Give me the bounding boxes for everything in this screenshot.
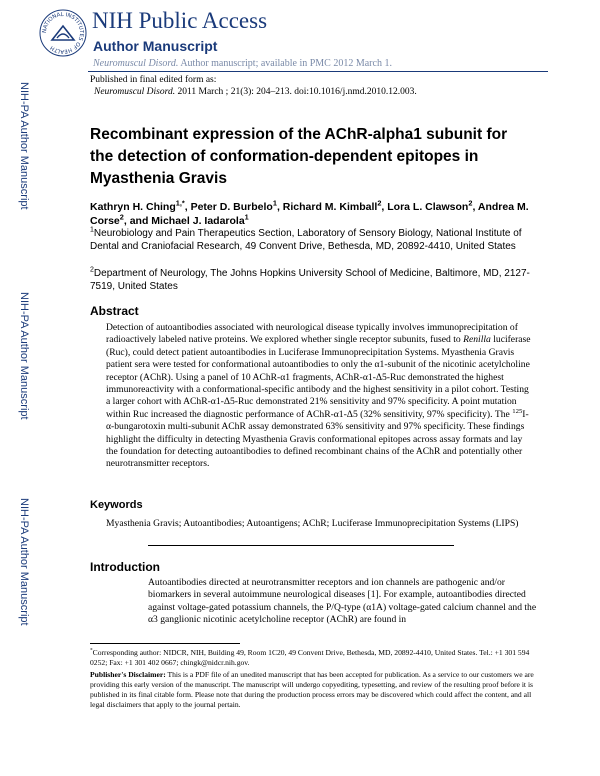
journal-availability: [93, 58, 392, 69]
svg-text:NATIONAL INSTITUTES OF HEALTH: [42, 12, 84, 54]
sidebar-label-3: NIH-PA Author Manuscript: [18, 498, 30, 626]
article-title: Recombinant expression of the AChR-alpha1 subunit for the detection of conformation-dependent epitopes in Myasthenia Gravis: [90, 126, 508, 187]
journal-name: Neuromuscul Disord.: [93, 58, 179, 69]
citation-journal: Neuromuscul Disord.: [94, 87, 176, 97]
affiliation-2: $^2$Department of Neurology, The Johns Hopkins University School of Medicine, Baltimore, MD, 2127-7519, United States: [90, 266, 530, 292]
author: Kathryn H. Ching: [90, 201, 176, 213]
published-in-label: Published in final edited form as:: [90, 75, 217, 85]
introduction-heading: Introduction: [90, 560, 160, 574]
author: Peter D. Burbelo: [190, 201, 273, 213]
author: Lora L. Clawson: [387, 201, 469, 213]
keywords-heading: Keywords: [90, 499, 143, 511]
author: Michael J. Iadarola: [151, 215, 245, 227]
sidebar-label-1: NIH-PA Author Manuscript: [18, 82, 30, 210]
logo-text: NATIONAL INSTITUTES OF HEALTH: [41, 11, 85, 55]
author-manuscript-label: Author Manuscript: [93, 38, 218, 54]
citation-details: 2011 March ; 21(3): 204–213. doi:10.1016/j.nmd.2010.12.003.: [175, 87, 417, 97]
publisher-disclaimer: Publisher's Disclaimer: This is a PDF file of an unedited manuscript that has been accepted for publication. As a service to our customers we are providing this early version of the manuscript. The manuscript will undergo copyediting, typesetting, and review of the resulting proof before it is published in its final citable form. Please note that during the production process errors may be discovered which could affect the content, and all legal disclaimers that apply to the journal pertain.: [90, 670, 534, 709]
author: Richard M. Kimball: [282, 201, 378, 213]
header-divider: [88, 71, 548, 72]
sidebar-label-2: NIH-PA Author Manuscript: [18, 292, 30, 420]
introduction-text: Autoantibodies directed at neurotransmitter receptors and ion channels are pathogenic and/or biomarkers in several autoimmune neurological diseases [1]. For example, autoantibodies directed against voltage-gated potassium channels, the P/Q-type (α1A) voltage-gated calcium channel and the α3 ganglionic nicotinic acetylcholine receptor (AChR) are found in: [148, 577, 537, 626]
availability-text: Author manuscript; available in PMC 2012 March 1.: [178, 58, 392, 69]
keywords-text: Myasthenia Gravis; Autoantibodies; Autoantigens; AChR; Luciferase Immunoprecipitation Systems (LIPS): [106, 518, 519, 529]
abstract-text: Detection of autoantibodies associated with neurological disease typically involves immunoprecipitation of radioactively labeled native proteins. We explored whether single receptor subunits, fused to Renilla luciferase (Ruc), could detect patient autoantibodies in Luciferase Immunoprecipitation Systems. Myasthenia Gravis patient sera were tested for conformational autoantibodies to only the α1-subunit of the nicotinic acetylcholine receptor (AChR). Using a panel of 10 AChR-α1 fragments, AChR-α1-Δ5-Ruc demonstrated the highest immunoreactivity with a conformational-specific antibody and the highest sensitivity in a pilot cohort. Testing a larger cohort with AChR-α1-Δ5-Ruc demonstrated 21% sensitivity and 97% specificity. A point mutation within Ruc increased the diagnostic performance of AChR-α1-Δ5 (32% sensitivity, 97% specificity). The $^{125}$I-α-bungarotoxin multi-subunit AChR assay demonstrated 63% sensitivity and 97% specificity. These findings highlight the difficulty in detecting Myasthenia Gravis conformational epitopes across assay formats and lay the foundation for detecting autoantibodies to defined recombinant chains of the AChR and potentially other neurotransmitter receptors.: [106, 322, 531, 470]
author-list: Kathryn H. Ching$^{1,*}$, Peter D. Burbelo$^1$, Richard M. Kimball$^2$, Lora L. Clawson$^2$, Andrea M. Corse$^2$, and Michael J. Iadarola$^1$: [90, 198, 529, 227]
affiliation-1: $^1$Neurobiology and Pain Therapeutics Section, Laboratory of Sensory Biology, National Institute of Dental and Craniofacial Research, 49 Convent Drive, Bethesda, MD, 20892-4410, United States: [90, 226, 522, 252]
nih-public-access-title: NIH Public Access: [92, 8, 268, 33]
corresponding-author-footnote: *Corresponding author: NIDCR, NIH, Building 49, Room 1C20, 49 Convent Drive, Bethesda, MD, 20892-4410, United States. Tel.: +1 301 594 0252; Fax: +1 301 402 0667; chingk@nidcr.nih.gov.: [90, 647, 530, 667]
footnote-divider: [90, 643, 240, 644]
abstract-heading: Abstract: [90, 304, 139, 318]
nih-logo-icon: [38, 8, 88, 58]
keywords-divider: [148, 545, 454, 546]
author: Andrea M. Corse: [90, 201, 529, 227]
citation: [94, 87, 417, 97]
